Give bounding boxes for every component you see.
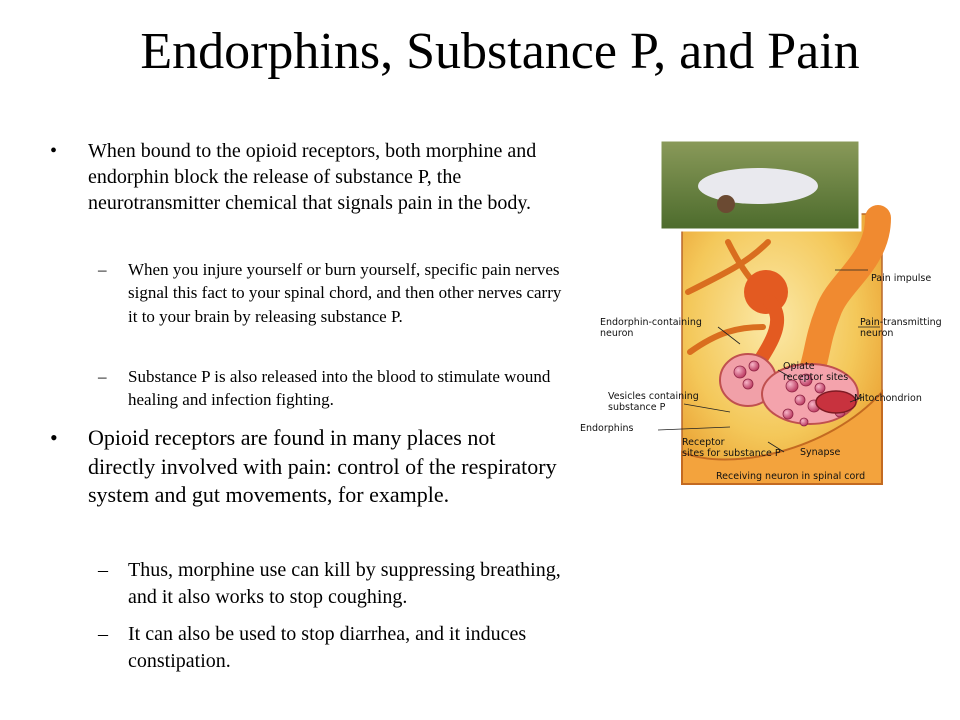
label-endorphins: Endorphins (580, 423, 634, 434)
bullet-text: When bound to the opioid receptors, both morphine and endorphin block the release of substance P, the neurotransmitter chemical that signals pain in the body. (88, 140, 537, 214)
sub-bullet-text: Thus, morphine use can kill by suppressing breathing, and it also works to stop coughing. (128, 559, 561, 608)
bullet-glyph: • (50, 425, 58, 450)
dash-glyph: – (98, 367, 107, 386)
bullet-2 (50, 424, 558, 510)
label-receptor-sites: Receptor sites for substance P (682, 437, 781, 459)
bullet-text: Opioid receptors are found in many places not directly involved with pain: control of the respiratory system and gut movements, for example. (88, 425, 557, 508)
label-opiate-receptor-sites: Opiate receptor sites (783, 361, 849, 383)
sub-bullet-text: It can also be used to stop diarrhea, and it induces constipation. (128, 623, 527, 672)
sub-bullet-2-1 (98, 557, 568, 610)
label-mitochondrion: Mitochondrion (854, 393, 922, 404)
dash-glyph: – (98, 260, 107, 279)
sub-bullet-1-1 (98, 258, 568, 328)
dash-glyph: – (98, 559, 108, 581)
sub-bullet-2-2 (98, 621, 568, 674)
photo-player (698, 168, 818, 204)
label-endorphin-neuron: Endorphin-containing neuron (600, 317, 702, 339)
sub-bullet-1-2 (98, 365, 568, 412)
bullet-glyph: • (50, 140, 58, 162)
photo-player-head (717, 195, 735, 213)
sub-bullet-text: Substance P is also released into the blood to stimulate wound healing and infection fighting. (128, 367, 551, 410)
label-pain-transmitting-neuron: Pain-transmitting neuron (860, 317, 942, 339)
slide-title: Endorphins, Substance P, and Pain (140, 23, 860, 80)
label-vesicles: Vesicles containing substance P (608, 391, 699, 413)
dash-glyph: – (98, 623, 108, 645)
label-receiving-neuron: Receiving neuron in spinal cord (716, 471, 866, 482)
label-synapse: Synapse (800, 447, 841, 458)
sub-bullet-text: When you injure yourself or burn yourself, specific pain nerves signal this fact to your spinal chord, and then other nerves carry it to your brain by releasing substance P. (128, 260, 562, 326)
label-pain-impulse: Pain impulse (871, 273, 932, 284)
bullet-1 (50, 138, 558, 216)
synapse-illustration (578, 122, 960, 497)
